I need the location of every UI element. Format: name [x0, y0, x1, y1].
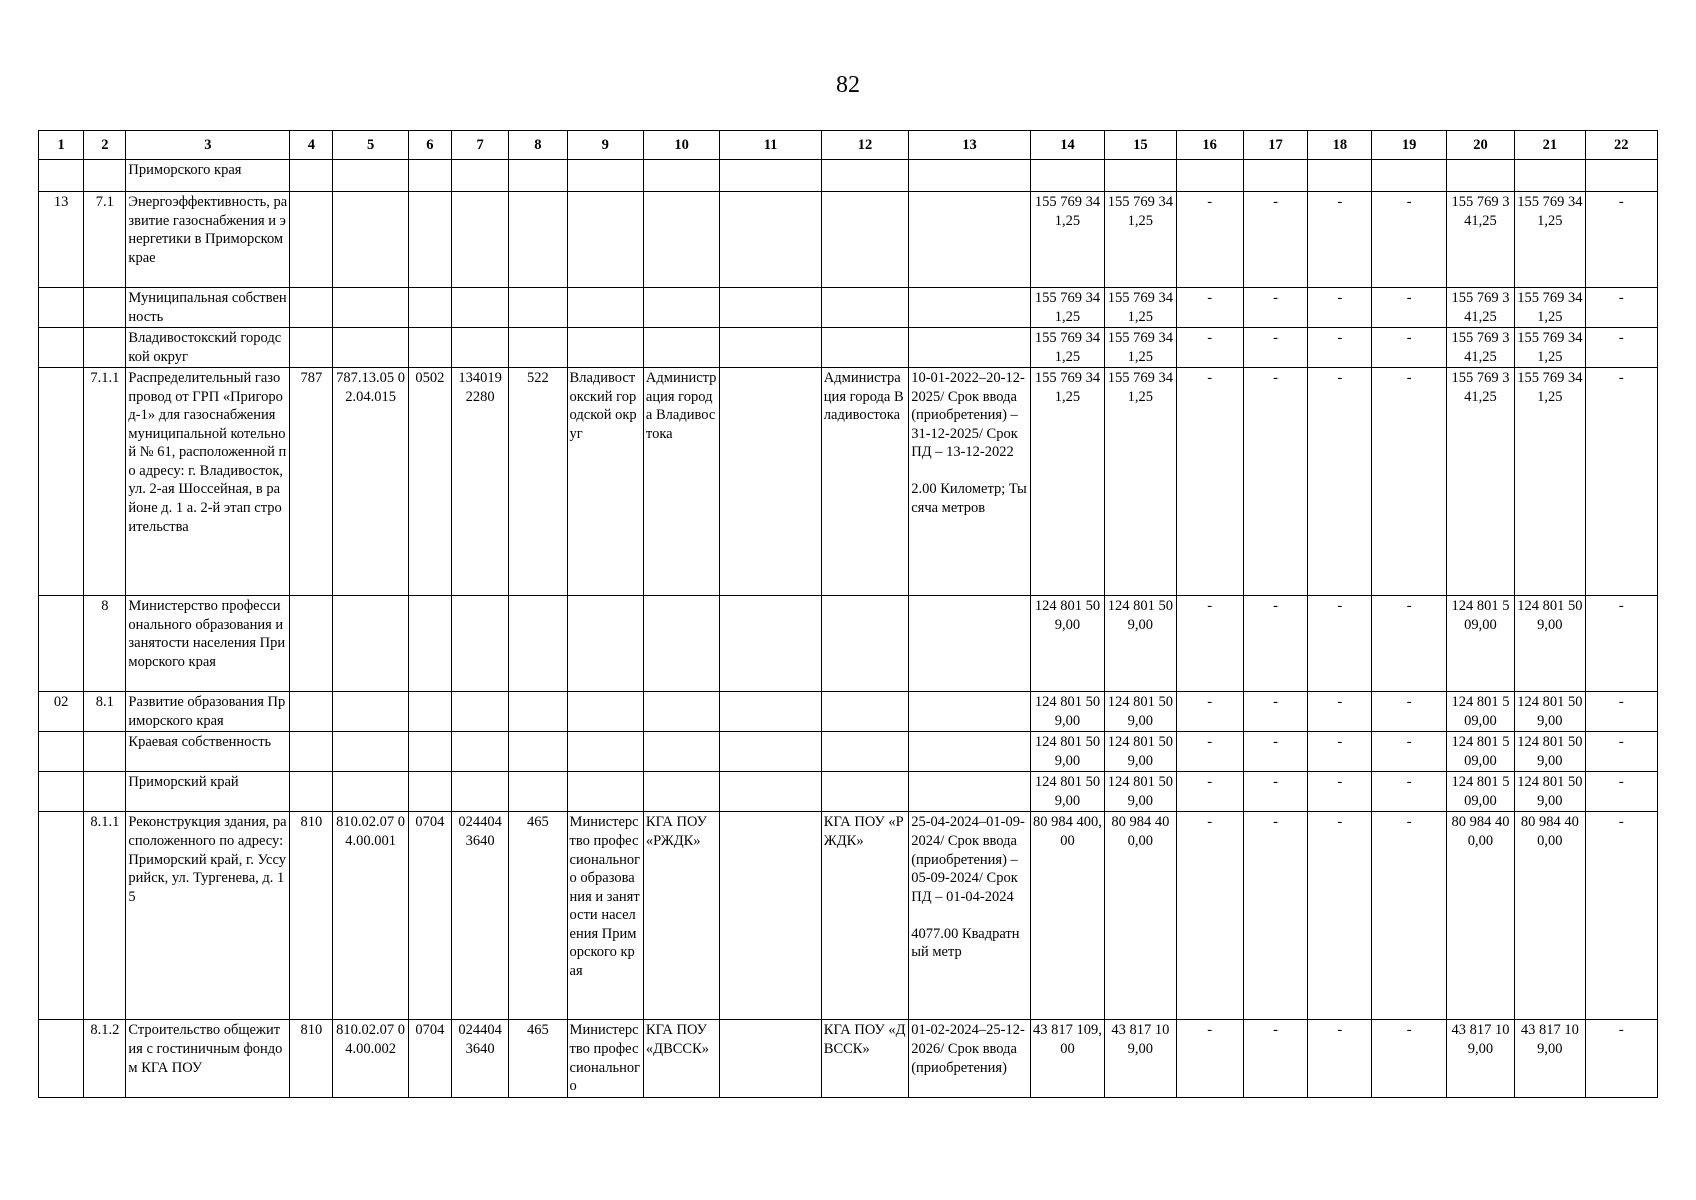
table-cell [720, 288, 822, 328]
table-cell [451, 692, 508, 732]
table-cell: 155 769 341,25 [1030, 288, 1104, 328]
table-cell: - [1243, 596, 1307, 692]
table-cell [1308, 160, 1372, 192]
table-row [39, 192, 1658, 288]
table-cell [408, 328, 451, 368]
table-cell: 10-01-2022–20-12-2025/ Срок ввода (приобретения) – 31-12-2025/ Срок ПД – 13-12-2022 2.00 Километр; Тысяча метров [909, 368, 1031, 596]
table-cell: - [1308, 328, 1372, 368]
table-row [39, 368, 1658, 596]
table-cell [408, 732, 451, 772]
table-cell: - [1243, 328, 1307, 368]
table-cell [509, 732, 567, 772]
table-cell [408, 192, 451, 288]
table-cell: 8.1 [84, 692, 126, 732]
column-header: 14 [1030, 131, 1104, 160]
table-cell [567, 160, 643, 192]
table-cell: 124 801 509,00 [1446, 692, 1514, 732]
table-cell [290, 772, 333, 812]
table-cell: 80 984 400,00 [1030, 812, 1104, 1020]
table-cell [643, 596, 719, 692]
table-cell: - [1585, 368, 1658, 596]
table-cell [909, 692, 1031, 732]
table-cell [333, 772, 408, 812]
table-cell: 80 984 400,00 [1105, 812, 1176, 1020]
table-cell [290, 160, 333, 192]
table-cell [821, 328, 908, 368]
table-cell [567, 192, 643, 288]
table-cell [821, 160, 908, 192]
table-cell [290, 192, 333, 288]
table-cell [643, 772, 719, 812]
table-cell [84, 772, 126, 812]
table-cell: - [1372, 772, 1446, 812]
table-cell: 124 801 509,00 [1515, 732, 1585, 772]
page-number: 82 [836, 72, 860, 98]
table-cell: 810.02.07 04.00.001 [333, 812, 408, 1020]
table-cell [333, 192, 408, 288]
table-cell [509, 596, 567, 692]
table-cell: 43 817 109,00 [1030, 1020, 1104, 1097]
table-cell: 8.1.2 [84, 1020, 126, 1097]
table-cell: - [1308, 812, 1372, 1020]
table-cell: 7.1 [84, 192, 126, 288]
column-header: 18 [1308, 131, 1372, 160]
table-cell [509, 192, 567, 288]
table-cell: 155 769 341,25 [1446, 328, 1514, 368]
table-cell: - [1585, 192, 1658, 288]
table-cell: - [1176, 812, 1243, 1020]
table-cell: Министерство профессионального образования и занятости населения Приморского края [126, 596, 290, 692]
table-cell [451, 772, 508, 812]
table-cell [1515, 160, 1585, 192]
table-cell [909, 596, 1031, 692]
table-cell: 80 984 400,00 [1515, 812, 1585, 1020]
table-cell: КГА ПОУ «ДВССК» [821, 1020, 908, 1097]
table-cell: - [1176, 368, 1243, 596]
table-cell: 7.1.1 [84, 368, 126, 596]
table-cell [720, 732, 822, 772]
table-cell [821, 732, 908, 772]
table-cell: КГА ПОУ «ДВССК» [643, 1020, 719, 1097]
table-cell [909, 192, 1031, 288]
table-cell: Администрация города Владивостока [643, 368, 719, 596]
column-header: 20 [1446, 131, 1514, 160]
table-cell: - [1585, 772, 1658, 812]
table-cell: Строительство общежития с гостиничным фондом КГА ПОУ [126, 1020, 290, 1097]
table-cell [39, 596, 84, 692]
table-cell: - [1243, 288, 1307, 328]
table-cell: 155 769 341,25 [1515, 368, 1585, 596]
table-cell [567, 772, 643, 812]
column-header: 7 [451, 131, 508, 160]
column-header: 19 [1372, 131, 1446, 160]
table-cell [909, 732, 1031, 772]
table-cell [451, 596, 508, 692]
table-cell: - [1372, 368, 1446, 596]
table-cell [909, 328, 1031, 368]
table-cell: 124 801 509,00 [1446, 772, 1514, 812]
table-cell [509, 288, 567, 328]
table-cell: 810 [290, 812, 333, 1020]
table-body [39, 160, 1658, 1098]
table-cell: 155 769 341,25 [1446, 288, 1514, 328]
table-cell [643, 732, 719, 772]
table-cell: 024404 3640 [451, 1020, 508, 1097]
table-cell: 124 801 509,00 [1446, 732, 1514, 772]
table-cell: Администрация города Владивостока [821, 368, 908, 596]
header-row [39, 131, 1658, 160]
table-cell: Министерство профессионального [567, 1020, 643, 1097]
table-cell [720, 812, 822, 1020]
table-cell: - [1176, 692, 1243, 732]
table-cell: - [1372, 692, 1446, 732]
table-cell: 155 769 341,25 [1030, 328, 1104, 368]
table-cell: 787.13.05 02.04.015 [333, 368, 408, 596]
table-cell: - [1372, 288, 1446, 328]
table-cell: 155 769 341,25 [1446, 368, 1514, 596]
table-cell: Владивостокский городской округ [567, 368, 643, 596]
table-cell: - [1176, 772, 1243, 812]
table-cell [720, 1020, 822, 1097]
table-cell [720, 692, 822, 732]
table-cell: - [1585, 732, 1658, 772]
column-header: 1 [39, 131, 84, 160]
table-cell [821, 192, 908, 288]
table-cell [509, 328, 567, 368]
table-cell: - [1372, 1020, 1446, 1097]
table-cell [909, 772, 1031, 812]
table-cell [408, 772, 451, 812]
table-cell [643, 692, 719, 732]
table-cell [451, 328, 508, 368]
table-cell [39, 328, 84, 368]
table-cell: 155 769 341,25 [1105, 192, 1176, 288]
table-cell [509, 692, 567, 732]
table-cell: 155 769 341,25 [1030, 192, 1104, 288]
table-cell [333, 732, 408, 772]
table-cell: 0704 [408, 812, 451, 1020]
table-cell: Муниципальная собственность [126, 288, 290, 328]
table-cell: - [1585, 692, 1658, 732]
table-cell: Владивостокский городской округ [126, 328, 290, 368]
column-header: 11 [720, 131, 822, 160]
table-cell [1030, 160, 1104, 192]
table-cell: 43 817 109,00 [1515, 1020, 1585, 1097]
table-cell: - [1176, 328, 1243, 368]
table-cell [821, 596, 908, 692]
table-cell: - [1243, 1020, 1307, 1097]
table-cell: 0704 [408, 1020, 451, 1097]
table-cell [720, 596, 822, 692]
table-cell [451, 288, 508, 328]
table-cell [643, 288, 719, 328]
table-cell [333, 596, 408, 692]
column-header: 16 [1176, 131, 1243, 160]
table-cell: Энергоэффективность, развитие газоснабжения и энергетики в Приморском крае [126, 192, 290, 288]
table-cell: 124 801 509,00 [1515, 692, 1585, 732]
table-cell: 134019 2280 [451, 368, 508, 596]
table-cell [720, 772, 822, 812]
table-cell: - [1372, 328, 1446, 368]
table-cell: 155 769 341,25 [1515, 288, 1585, 328]
table-cell [39, 732, 84, 772]
table-cell: - [1243, 692, 1307, 732]
table-cell: - [1176, 1020, 1243, 1097]
table-cell [720, 160, 822, 192]
table-cell: 01-02-2024–25-12-2026/ Срок ввода (приобретения) [909, 1020, 1031, 1097]
table-cell: - [1372, 596, 1446, 692]
table-cell: - [1585, 328, 1658, 368]
table-cell [1243, 160, 1307, 192]
table-cell: Реконструкция здания, расположенного по адресу: Приморский край, г. Уссурийск, ул. Тургенева, д. 15 [126, 812, 290, 1020]
column-header: 6 [408, 131, 451, 160]
table-cell: 8 [84, 596, 126, 692]
table-cell: 124 801 509,00 [1446, 596, 1514, 692]
table-row [39, 288, 1658, 328]
table-cell: 155 769 341,25 [1515, 328, 1585, 368]
table-cell: 25-04-2024–01-09-2024/ Срок ввода (приобретения) – 05-09-2024/ Срок ПД – 01-04-2024 4077.00 Квадратный метр [909, 812, 1031, 1020]
table-cell [39, 772, 84, 812]
column-header: 17 [1243, 131, 1307, 160]
table-cell: - [1308, 772, 1372, 812]
table-cell [643, 160, 719, 192]
budget-table [38, 130, 1658, 1098]
table-cell: 124 801 509,00 [1030, 596, 1104, 692]
table-cell [509, 160, 567, 192]
table-cell: 124 801 509,00 [1105, 596, 1176, 692]
column-header: 2 [84, 131, 126, 160]
table-cell: Приморского края [126, 160, 290, 192]
table-cell: - [1308, 192, 1372, 288]
column-header: 4 [290, 131, 333, 160]
table-cell: 124 801 509,00 [1030, 772, 1104, 812]
table-cell: 522 [509, 368, 567, 596]
column-header: 21 [1515, 131, 1585, 160]
table-cell: - [1243, 368, 1307, 596]
table-cell: КГА ПОУ «РЖДК» [643, 812, 719, 1020]
table-cell: Распределительный газопровод от ГРП «Пригород-1» для газоснабжения муниципальной котельной № 61, расположенной по адресу: г. Владивосток, ул. 2-ая Шоссейная, в районе д. 1 а. 2-й этап строительства [126, 368, 290, 596]
table-cell [567, 732, 643, 772]
table-cell: - [1585, 288, 1658, 328]
table-cell: 810 [290, 1020, 333, 1097]
table-cell: - [1308, 368, 1372, 596]
table-cell [451, 192, 508, 288]
column-header: 5 [333, 131, 408, 160]
table-cell: 787 [290, 368, 333, 596]
table-cell: 124 801 509,00 [1105, 772, 1176, 812]
table-cell [39, 160, 84, 192]
table-row [39, 596, 1658, 692]
table-row [39, 328, 1658, 368]
table-cell [720, 368, 822, 596]
table-cell: 124 801 509,00 [1030, 692, 1104, 732]
table-cell: Приморский край [126, 772, 290, 812]
table-cell: 024404 3640 [451, 812, 508, 1020]
table-cell: 8.1.1 [84, 812, 126, 1020]
column-header: 10 [643, 131, 719, 160]
table-cell: 80 984 400,00 [1446, 812, 1514, 1020]
table-cell [39, 288, 84, 328]
table-cell: Краевая собственность [126, 732, 290, 772]
table-cell: 155 769 341,25 [1446, 192, 1514, 288]
column-header: 15 [1105, 131, 1176, 160]
table-cell: - [1372, 812, 1446, 1020]
table-cell [1372, 160, 1446, 192]
table-cell [643, 192, 719, 288]
table-cell: - [1176, 288, 1243, 328]
table-cell [290, 692, 333, 732]
table-cell [720, 328, 822, 368]
table-cell: - [1243, 732, 1307, 772]
table-cell: 465 [509, 1020, 567, 1097]
table-cell [333, 328, 408, 368]
table-cell: - [1308, 1020, 1372, 1097]
table-cell [408, 160, 451, 192]
table-cell [290, 596, 333, 692]
table-row [39, 1020, 1658, 1097]
table-row [39, 772, 1658, 812]
table-cell: 124 801 509,00 [1515, 596, 1585, 692]
table-cell: - [1176, 732, 1243, 772]
table-cell: - [1243, 812, 1307, 1020]
table-cell: - [1308, 596, 1372, 692]
table-cell [567, 288, 643, 328]
table-cell [821, 692, 908, 732]
column-header: 12 [821, 131, 908, 160]
table-cell [84, 160, 126, 192]
table-cell [290, 328, 333, 368]
table-cell [333, 692, 408, 732]
table-cell [39, 1020, 84, 1097]
table-row [39, 812, 1658, 1020]
table-cell: - [1176, 596, 1243, 692]
table-cell: - [1372, 192, 1446, 288]
table-cell [720, 192, 822, 288]
table-cell [290, 732, 333, 772]
table-cell: - [1372, 732, 1446, 772]
table-cell: 124 801 509,00 [1105, 732, 1176, 772]
table-cell: 155 769 341,25 [1515, 192, 1585, 288]
table-cell: - [1585, 812, 1658, 1020]
column-header: 22 [1585, 131, 1658, 160]
table-cell [333, 288, 408, 328]
table-row [39, 160, 1658, 192]
table-cell: 0502 [408, 368, 451, 596]
table-cell: 02 [39, 692, 84, 732]
table-cell [821, 288, 908, 328]
table-cell: - [1243, 772, 1307, 812]
table-cell: 13 [39, 192, 84, 288]
column-header: 3 [126, 131, 290, 160]
table-cell: 124 801 509,00 [1515, 772, 1585, 812]
table-cell [567, 692, 643, 732]
table-cell: - [1585, 596, 1658, 692]
table-cell [1105, 160, 1176, 192]
table-cell: 155 769 341,25 [1105, 328, 1176, 368]
table-cell: 465 [509, 812, 567, 1020]
table-cell: 155 769 341,25 [1105, 368, 1176, 596]
table-cell: 124 801 509,00 [1105, 692, 1176, 732]
table-cell [84, 288, 126, 328]
table-cell [1585, 160, 1658, 192]
table-cell [290, 288, 333, 328]
table-cell [909, 288, 1031, 328]
table-cell [451, 732, 508, 772]
table-cell: - [1176, 192, 1243, 288]
table-cell [643, 328, 719, 368]
table-cell: - [1585, 1020, 1658, 1097]
table-cell [821, 772, 908, 812]
table-cell [408, 596, 451, 692]
table-cell [1176, 160, 1243, 192]
table-cell [408, 288, 451, 328]
table-cell [408, 692, 451, 732]
table-cell [39, 368, 84, 596]
table-cell: - [1308, 692, 1372, 732]
table-cell: 155 769 341,25 [1105, 288, 1176, 328]
table-cell [84, 328, 126, 368]
column-header: 9 [567, 131, 643, 160]
table-cell: Развитие образования Приморского края [126, 692, 290, 732]
table-cell [333, 160, 408, 192]
table-cell: 124 801 509,00 [1030, 732, 1104, 772]
table-cell: - [1308, 732, 1372, 772]
table-cell: - [1308, 288, 1372, 328]
table-cell: 43 817 109,00 [1446, 1020, 1514, 1097]
table-cell [509, 772, 567, 812]
table-cell: КГА ПОУ «РЖДК» [821, 812, 908, 1020]
table-cell: - [1243, 192, 1307, 288]
table-cell [84, 732, 126, 772]
column-header: 13 [909, 131, 1031, 160]
table-cell: 155 769 341,25 [1030, 368, 1104, 596]
table-cell: 810.02.07 04.00.002 [333, 1020, 408, 1097]
table-cell [567, 596, 643, 692]
table-cell: Министерство профессионального образования и занятости населения Приморского края [567, 812, 643, 1020]
table-cell [451, 160, 508, 192]
table-cell [1446, 160, 1514, 192]
table-cell [39, 812, 84, 1020]
table-cell [909, 160, 1031, 192]
column-header: 8 [509, 131, 567, 160]
table-row [39, 732, 1658, 772]
table-row [39, 692, 1658, 732]
table-cell: 43 817 109,00 [1105, 1020, 1176, 1097]
table-cell [567, 328, 643, 368]
